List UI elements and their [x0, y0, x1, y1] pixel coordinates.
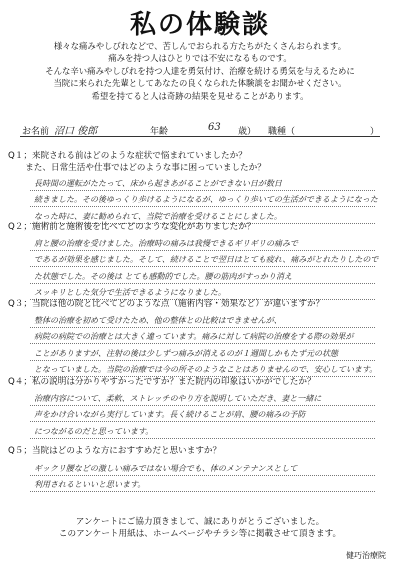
question-text: Q１；来院される前はどのような症状で悩まれていましたか？: [8, 151, 247, 161]
intro-line: 様々な痛みやしびれなどで、苦しんでおられる方たちがたくさんおられます。: [53, 41, 347, 51]
occupation-label: 職種（: [268, 127, 296, 137]
answer-line: ことがありますが、注射の後は少しずつ痛みが消えるのが１週間しかもたず元の状態: [34, 348, 338, 358]
name-value: 沼口 俊郎: [54, 126, 98, 137]
intro-line: 痛みを持つ人はひとりでは不安になるものです。: [108, 53, 292, 64]
answer-line: につながるのだと思っています。: [34, 426, 154, 436]
question-text: Q２；施術前と施術後を比べてどのような変化がありましたか？: [8, 222, 256, 232]
intro-text: [20, 40, 380, 102]
answer-1: [30, 174, 378, 224]
answer-line: 声をかけ合いながら実行しています。長く続けることが肩、腰の痛みの予防: [34, 410, 306, 419]
intro-line: そんな辛い痛みやしびれを持つ人達を勇気付け、治療を続ける勇気を与えるために: [45, 65, 355, 76]
answer-line: 治療内容について、柔軟、ストレッチのやり方を説明していただき、妻と一緒に: [34, 393, 322, 403]
answer-line: 肩と腰の治療を受けました。治療時の痛みは我慢できるギリギリの痛みで: [34, 238, 298, 248]
answer-2: [30, 234, 379, 300]
question-4: [8, 376, 392, 388]
answer-3: [30, 311, 378, 377]
answer-line: 整体の治療を初めて受けたため、他の整体との比較はできませんが、: [34, 315, 282, 325]
name-label: お名前: [22, 127, 50, 137]
question-text: Q５；当院はどのような方におすすめだと思いますか？: [8, 446, 222, 456]
answer-line: 病院の病院での治療とは大きく違っています。痛みに対して病院の治療をする際の効果が: [34, 332, 354, 341]
question-1: [8, 150, 392, 174]
question-text: Q４；私の説明は分かりやすかったですか？また院内の印象はいかがでしたか？: [8, 377, 316, 387]
footer-line: このアンケート用紙は、ホームページやチラシ等に掲載させて頂きます。: [58, 529, 342, 539]
question-3: [8, 298, 392, 310]
age-label: 年齢: [150, 127, 169, 137]
age-value: 63: [208, 122, 221, 133]
answer-line: となっていました。当院の治療では今の所そのようなことはありませんので、安心しています。: [34, 365, 378, 374]
question-text: また、日常生活や仕事ではどのような事に困っていましたか？: [8, 163, 266, 173]
profile-underline: [20, 136, 380, 137]
answer-line: ギックリ腰などの激しい痛みではない場合でも、体のメンテナンスとして: [34, 463, 298, 473]
answer-line: なった時に、妻に勧められて、当院で治療を受けることにしました。: [34, 211, 282, 221]
answer-line: スッキリとした気分で生活できるようになりました。: [34, 288, 226, 297]
question-5: [8, 445, 392, 457]
footer-line: アンケートにご協力頂きまして、誠にありがとうございました。: [75, 517, 325, 527]
intro-line: 当院に来られた先輩としてあなたの良くなられた体験談をお聞かせください。: [53, 78, 347, 89]
answer-5: [30, 459, 375, 492]
age-unit: 歳）: [238, 127, 257, 137]
intro-line: 希望を持てると人は奇跡の結果を見せることがあります。: [91, 90, 309, 101]
answer-4: [30, 389, 375, 439]
answer-line: 利用されるといいと思います。: [34, 480, 146, 489]
answer-line: 続きました。その後ゆっくり歩けるようになるが、ゆっくり歩いての生活ができるようになった: [34, 195, 378, 204]
answer-line: であるが効果を感じました。そして、続けることで翌日はとても疲れ、痛みがとれたりしたので: [34, 255, 379, 264]
question-text: Q３；当院は他の院と比べてどのような点（施術内容・効果など）が違いますか？: [8, 299, 325, 309]
answer-line: 長時間の運転がたたって、床から起きあがることができない日が数日: [34, 178, 282, 188]
occupation-close: ）: [370, 127, 380, 137]
footer-thanks: [0, 516, 400, 540]
answer-line: た状態でした。その後は とても感動的でした。腰の筋肉がすっかり消え: [34, 271, 293, 281]
page-title: 私の体験談: [129, 10, 270, 40]
clinic-name: 健巧治療院: [346, 551, 386, 560]
question-2: [8, 221, 392, 233]
